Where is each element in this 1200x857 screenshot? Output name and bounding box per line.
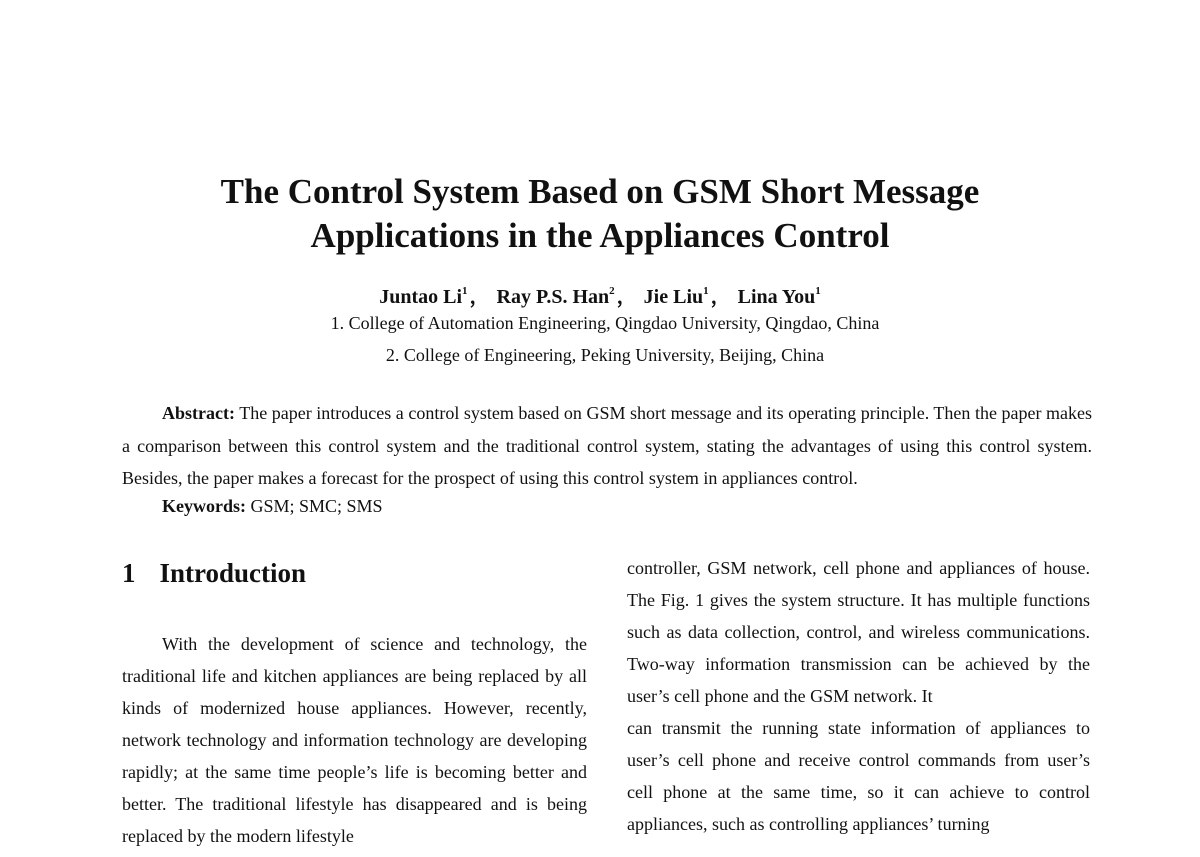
affiliation-2: 2. College of Engineering, Peking University, Beijing, China	[385, 345, 825, 365]
title-line-1: The Control System Based on GSM Short Message	[220, 172, 980, 211]
abstract-label: Abstract:	[162, 403, 235, 423]
right-column	[627, 552, 1090, 840]
abstract	[122, 397, 1092, 495]
body-paragraph: With the development of science and technology, the traditional life and kitchen appliances are being replaced by all kinds of modernized house appliances. However, recently, network technology and information technology are developing rapidly; at the same time people’s life is becoming better and better. The traditional lifestyle has disappeared and is being replaced by the modern lifestyle	[122, 634, 587, 846]
author: Jie Liu$^1$	[643, 285, 709, 308]
body-paragraph: controller, GSM network, cell phone and appliances of house. The Fig. 1 gives the system structure. It has multiple functions such as data collection, control, and wireless communications. Two-way information transmission can be achieved by the user’s cell phone and the GSM network. It	[627, 558, 1090, 706]
section-title: Introduction	[159, 558, 307, 588]
affiliation-1: 1. College of Automation Engineering, Qingdao University, Qingdao, China	[330, 313, 880, 333]
keywords-label: Keywords:	[162, 496, 246, 516]
author-list: Juntao Li$^1$ ， Ray P.S. Han$^2$ ， Jie Liu$^1$ ， Lina You$^1$	[379, 285, 821, 308]
author: Lina You$^1$	[737, 285, 821, 308]
section-heading-introduction	[122, 558, 306, 589]
keywords	[162, 496, 383, 517]
paper-title	[0, 170, 1200, 258]
author: Ray P.S. Han$^2$	[496, 285, 615, 308]
abstract-text: The paper introduces a control system based on GSM short message and its operating principle. Then the paper makes a comparison between this control system and the traditional control system, stating the advantages of using this control system. Besides, the paper makes a forecast for the prospect of using this control system in appliances control.	[122, 403, 1092, 488]
keywords-text: GSM; SMC; SMS	[250, 496, 383, 516]
section-number: 1	[122, 558, 136, 588]
title-line-2: Applications in the Appliances Control	[310, 216, 890, 255]
body-paragraph: can transmit the running state information of appliances to user’s cell phone and receive control commands from user’s cell phone at the same time, so it can achieve to control appliances, such as controlling appliances’ turning	[627, 718, 1090, 834]
author: Juntao Li$^1$	[379, 285, 468, 308]
left-column	[122, 628, 587, 852]
